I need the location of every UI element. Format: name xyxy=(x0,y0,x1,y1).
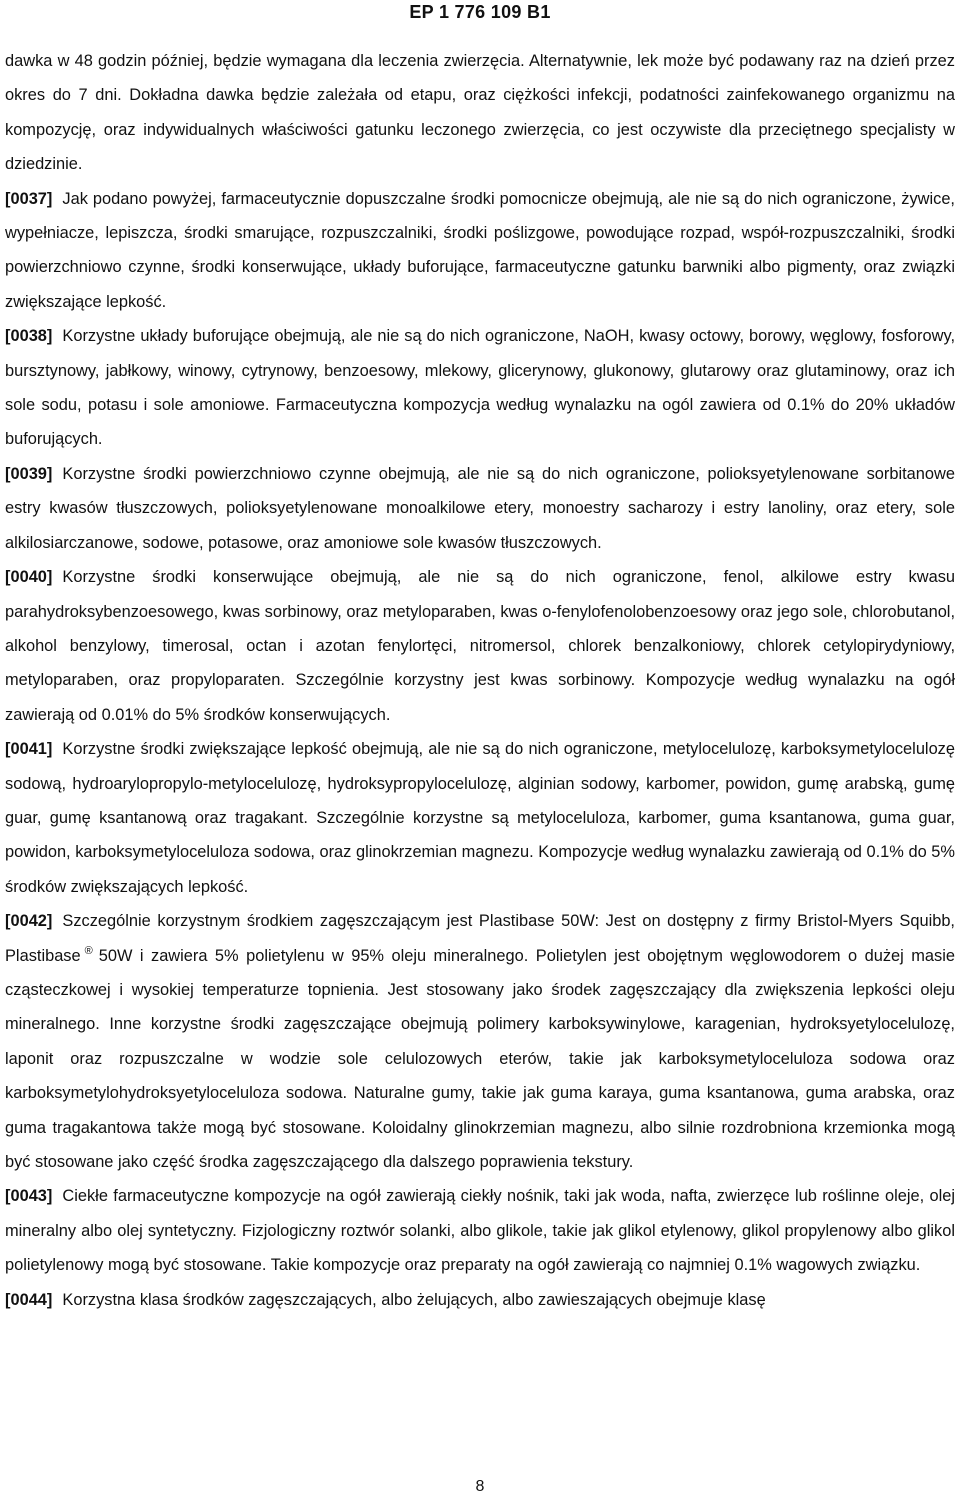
paragraph-number: [0041] xyxy=(5,740,53,759)
paragraph-text-continued: 50W i zawiera 5% polietylenu w 95% oleju mineralnego. Polietylen jest obojętnym węglowodorem o dużej masie cząsteczkowej i wysokiej temperaturze topnienia. Jest stosowany jako środek zagęszczający dla zwiększenia lepkości oleju mineralnego. Inne korzystne środki zagęszczające obejmują polimery karboksywinylowe, karagenian, hydroksyetylocelulozę, laponit oraz rozpuszczalne w wodzie sole celulozowych eterów, takie jak karboksymetyloceluloza sodowa oraz karboksymetylohydroksyetyloceluloza sodowa. Naturalne gumy, takie jak guma karaya, guma ksantanowa, guma arabska, oraz guma tragakantowa także mogą być stosowane. Koloidalny glinokrzemian magnezu, albo silnie rozdrobniona krzemionka mogą być stosowane jako część środka zagęszczającego dla dalszego poprawienia tekstury. xyxy=(5,946,955,1171)
paragraph-text: Szczególnie korzystnym środkiem zagęszczającym jest Plastibase 50W: Jest on dostępny z firmy Bristol-Myers Squibb, Plastibase xyxy=(5,912,955,965)
paragraph-text: Korzystne środki konserwujące obejmują, ale nie są do nich ograniczone, fenol, alkilowe estry kwasu parahydroksybenzoesowego, kwas sorbinowy, oraz metyloparaben, kwas o-fenylofenolobenzoesowy oraz jego sole, chlorobutanol, alkohol benzylowy, timerosal, octan i azotan fenylortęci, nitromersol, chlorek benzalkoniowy, chlorek cetylopirydyniowy, metyloparaben, oraz propyloparaten. Szczególnie korzystny jest kwas sorbinowy. Kompozycje według wynalazku na ogół zawierają od 0.01% do 5% środków konserwujących. xyxy=(5,568,955,724)
paragraph-0041 xyxy=(5,732,955,904)
paragraph-number: [0043] xyxy=(5,1187,53,1206)
paragraph-number: [0042] xyxy=(5,912,53,931)
paragraph-number: [0037] xyxy=(5,189,53,208)
paragraph-0039 xyxy=(5,457,955,560)
document-header: EP 1 776 109 B1 xyxy=(409,2,551,22)
paragraph-text: Korzystne środki powierzchniowo czynne obejmują, ale nie są do nich ograniczone, polioksyetylenowane sorbitanowe estry kwasów tłuszczowych, polioksyetylenowane monoalkilowe etery, monoestry sacharozy i estry lanoliny, oraz etery, sole alkilosiarczanowe, sodowe, potasowe, oraz amoniowe sole kwasów tłuszczowych. xyxy=(5,464,955,552)
paragraph-0037 xyxy=(5,182,955,320)
paragraph-0040 xyxy=(5,560,955,732)
paragraph-0038 xyxy=(5,319,955,457)
paragraph-0042 xyxy=(5,904,955,1179)
registered-mark: ® xyxy=(84,945,93,958)
intro-paragraph: dawka w 48 godzin później, będzie wymagana dla leczenia zwierzęcia. Alternatywnie, lek może być podawany raz na dzień przez okres do 7 dni. Dokładna dawka będzie zależała od etapu, oraz ciężkości infekcji, podatności zainfekowanego organizmu na kompozycję, oraz indywidualnych właściwości gatunku leczonego zwierzęcia, co jest oczywiste dla przeciętnego specjalisty w dziedzinie. xyxy=(5,52,955,174)
paragraph-text: Jak podano powyżej, farmaceutycznie dopuszczalne środki pomocnicze obejmują, ale nie są do nich ograniczone, żywice, wypełniacze, lepiszcza, środki smarujące, rozpuszczalniki, środki poślizgowe, powodujące rozpad, współ-rozpuszczalniki, środki powierzchniowo czynne, środki konserwujące, układy buforujące, farmaceutyczne gatunku barwniki albo pigmenty, oraz związki zwiększające lepkość. xyxy=(5,189,955,311)
document-body xyxy=(5,44,955,1317)
paragraph-0044 xyxy=(5,1283,955,1317)
paragraph-number: [0044] xyxy=(5,1290,53,1309)
paragraph-text: Ciekłe farmaceutyczne kompozycje na ogół zawierają ciekły nośnik, taki jak woda, nafta, zwierzęce lub roślinne oleje, olej mineralny albo olej syntetyczny. Fizjologiczny roztwór solanki, albo glikole, takie jak glikol etylenowy, glikol propylenowy albo glikol polietylenowy mogą być stosowane. Takie kompozycje oraz preparaty na ogół zawierają co najmniej 0.1% wagowych związku. xyxy=(5,1187,955,1275)
paragraph-0043 xyxy=(5,1179,955,1282)
paragraph-number: [0039] xyxy=(5,464,53,483)
paragraph-text: Korzystne układy buforujące obejmują, ale nie są do nich ograniczone, NaOH, kwasy octowy, borowy, węglowy, fosforowy, bursztynowy, jabłkowy, winowy, cytrynowy, benzoesowy, mlekowy, glicerynowy, glukonowy, glutarowy oraz glutaminowy, oraz ich sole sodu, potasu i sole amoniowe. Farmaceutyczna kompozycja według wynalazku na ogól zawiera od 0.1% do 20% układów buforujących. xyxy=(5,327,955,449)
paragraph-number: [0040] xyxy=(5,568,53,587)
page-number: 8 xyxy=(475,1478,485,1495)
paragraph-number: [0038] xyxy=(5,327,53,346)
paragraph-text: Korzystne środki zwiększające lepkość obejmują, ale nie są do nich ograniczone, metylocelulozę, karboksymetylocelulozę sodową, hydroarylopropylo-metylocelulozę, hydroksypropylocelulozę, alginian sodowy, karbomer, powidon, gumę arabską, gumę guar, gumę ksantanową oraz tragakant. Szczególnie korzystne są metyloceluloza, karbomer, guma ksantanowa, guma guar, powidon, karboksymetyloceluloza sodowa, oraz glinokrzemian magnezu. Kompozycje według wynalazku zawierają od 0.1% do 5% środków zwiększających lepkość. xyxy=(5,740,955,896)
paragraph-text: Korzystna klasa środków zagęszczających, albo żelujących, albo zawieszających obejmuje klasę xyxy=(62,1290,766,1309)
